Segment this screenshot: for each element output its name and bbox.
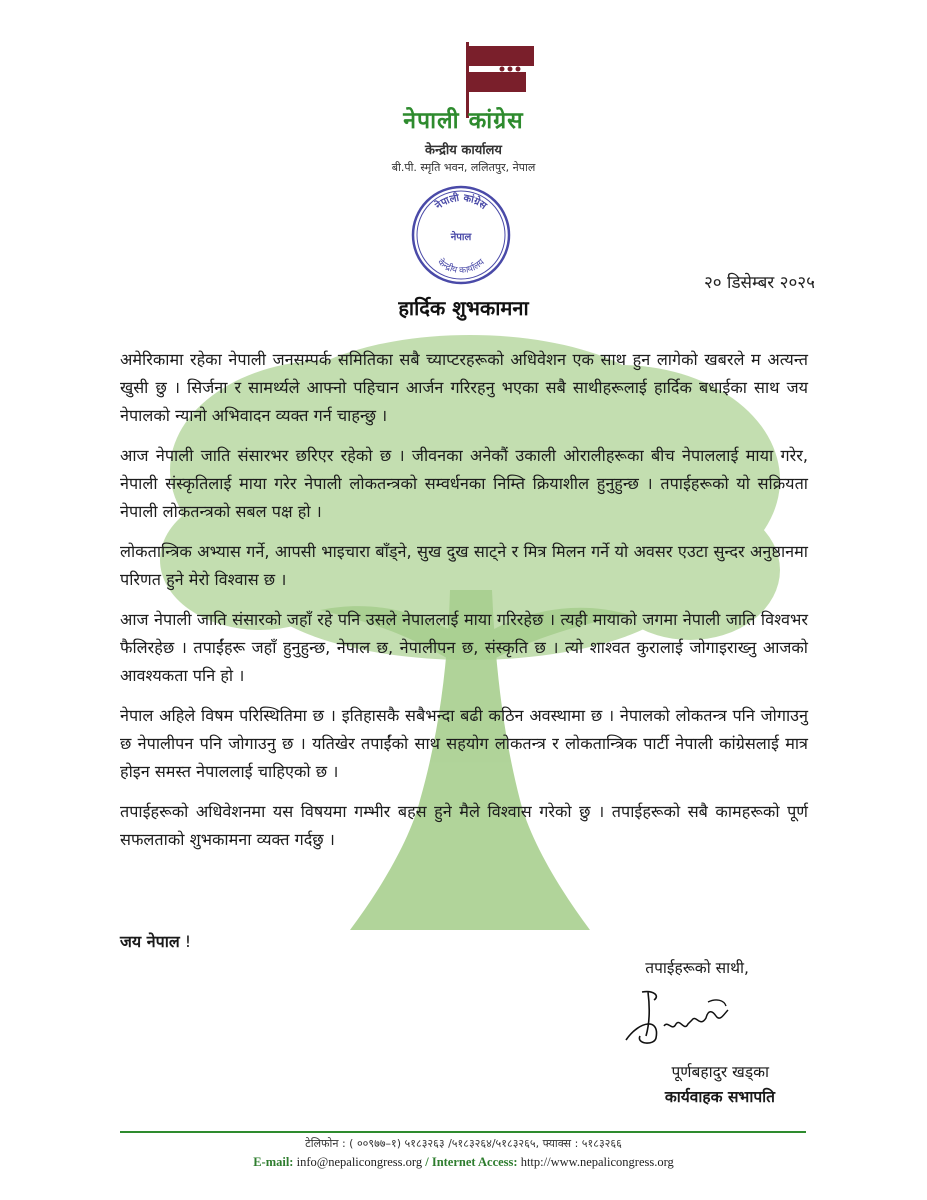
body-paragraph: आज नेपाली जाति संसारभर छरिएर रहेको छ । जीवनका अनेकौं उकाली ओरालीहरूका बीच नेपाललाई माया गरेर, नेपाली संस्कृतिलाई माया गरेर नेपाली लोकतन्त्रको सम्वर्धनका निम्ति क्रियाशील हुनुहुन्छ । तपाईहरूको यो सक्रियता नेपाली लोकतन्त्रको सबल पक्ष हो । [120, 446, 808, 521]
body-paragraph: नेपाल अहिले विषम परिस्थितिमा छ । इतिहासकै सबैभन्दा बढी कठिन अवस्थामा छ । नेपालको लोकतन्त्र पनि जोगाउनु छ नेपालीपन पनि जोगाउनु छ । यतिखेर तपाईंको साथ सहयोग लोकतन्त्र र लोकतान्त्रिक पार्टी नेपाली कांग्रेसलाई मात्र होइन समस्त नेपाललाई चाहिएको छ । [120, 706, 808, 781]
internet-label: Internet Access: [431, 1155, 518, 1169]
seal-bottom-text: केन्द्रीय कार्यालय [435, 257, 487, 277]
body-paragraph: आज नेपाली जाति संसारको जहाँ रहे पनि उसले नेपाललाई माया गरिरहेछ । त्यही मायाको जगमा नेपाली जाति विश्वभर फैलिरहेछ । तपाईंहरू जहाँ हुनुहुन्छ, नेपाल छ, नेपालीपन छ, संस्कृति छ । त्यो शाश्वत कुरालाई जोगाइराख्नु आजको आवश्यकता पनि हो । [120, 610, 808, 685]
seal-top-text: नेपाली कांग्रेस [433, 192, 489, 212]
office-name: केन्द्रीय कार्यालय [425, 143, 502, 158]
closing-salutation: तपाईहरूको साथी, [645, 959, 749, 977]
body-paragraph: अमेरिकामा रहेका नेपाली जनसम्पर्क समितिका सबै च्याप्टरहरूको अधिवेशन एक साथ हुन लागेको खबरले म अत्यन्त खुसी छु । सिर्जना र सामर्थ्यले आफ्नो पहिचान आर्जन गरिरहनु भएका सबै साथीहरूलाई हार्दिक बधाईका साथ जय नेपालको न्यानो अभिवादन व्यक्त गर्न चाहन्छु । [120, 350, 808, 425]
website-link[interactable]: http://www.nepalicongress.org [520, 1155, 674, 1169]
party-name: नेपाली कांग्रेस [403, 108, 524, 134]
footer-phone: टेलिफोन : ( ००९७७–१) ५१८३२६३ /५१८३२६४/५१८३२६५, फ्याक्स : ५१८३२६६ [305, 1137, 622, 1150]
closing-slogan [120, 930, 191, 952]
footer-separator: / [425, 1155, 429, 1169]
office-address: बी.पी. स्मृति भवन, ललितपुर, नेपाल [391, 161, 536, 174]
svg-text:केन्द्रीय कार्यालय [435, 256, 487, 276]
signer-name: पूर्णबहादुर खड्का [671, 1063, 769, 1081]
body-paragraph: लोकतान्त्रिक अभ्यास गर्ने, आपसी भाइचारा बाँड्ने, सुख दुख साट्ने र मित्र मिलन गर्ने यो अवसर एउटा सुन्दर अनुष्ठानमा परिणत हुने मेरो विश्वास छ । [120, 542, 808, 589]
letter-body [120, 346, 808, 866]
letter-date: २० डिसेम्बर २०२५ [703, 273, 815, 293]
email-label: E-mail: [253, 1155, 294, 1169]
letter-heading: हार्दिक शुभकामना [398, 296, 529, 320]
footer-contact [0, 1155, 927, 1170]
closing-slogan-text: जय नेपाल [120, 932, 180, 951]
handwritten-signature [620, 980, 750, 1050]
body-paragraph: तपाईहरूको अधिवेशनमा यस विषयमा गम्भीर बहस हुने मैले विश्वास गरेको छु । तपाईहरूको सबै कामहरूको पूर्ण सफलताको शुभकामना व्यक्त गर्दछु । [120, 802, 808, 849]
official-seal-icon [409, 183, 513, 287]
seal-middle-text: नेपाल [450, 232, 472, 243]
footer-divider [120, 1131, 806, 1133]
svg-text:नेपाली कांग्रेस [432, 191, 490, 213]
closing-slogan-mark: ! [184, 932, 192, 951]
email-link[interactable]: info@nepalicongress.org [296, 1155, 423, 1169]
signer-title: कार्यवाहक सभापति [664, 1088, 775, 1106]
